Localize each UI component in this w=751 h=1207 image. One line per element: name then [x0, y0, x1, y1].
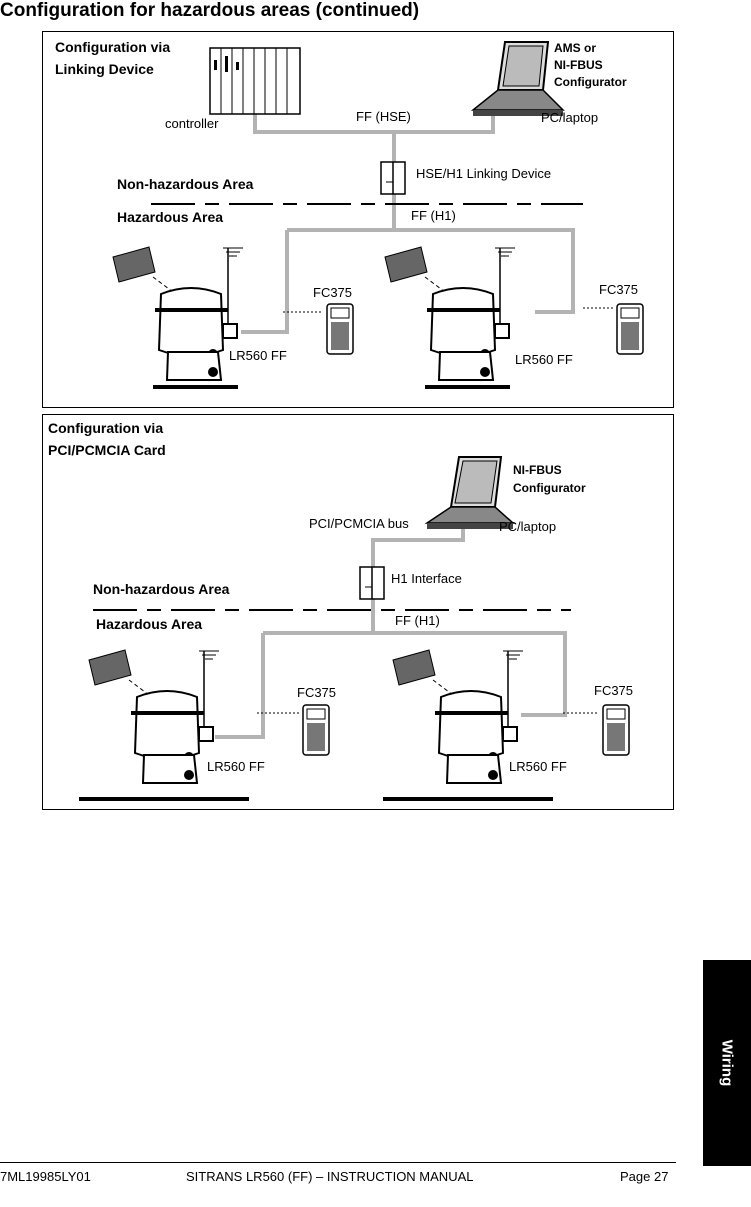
- fc375-right-label: FC375: [594, 683, 634, 698]
- device-right-label: LR560 FF: [509, 759, 567, 774]
- section-tab: [703, 960, 751, 1166]
- panel1-heading-line1: Configuration via: [55, 39, 171, 55]
- linking-device-label: HSE/H1 Linking Device: [416, 166, 552, 181]
- panel2-software-label: [513, 461, 586, 497]
- page-title: Configuration for hazardous areas (continued): [0, 0, 420, 21]
- panel2-heading: [48, 417, 166, 461]
- panel1-software-label: [554, 40, 627, 91]
- controller-icon: [210, 48, 300, 114]
- panel2-heading-line1: Configuration via: [48, 420, 164, 436]
- device-right-label: LR560 FF: [515, 352, 573, 367]
- section-tab-label: Wiring: [718, 1039, 736, 1087]
- software-line2: Configurator: [513, 481, 586, 495]
- page-footer: [0, 1162, 676, 1184]
- interface-label: H1 Interface: [391, 571, 462, 586]
- fc375-handheld-left: [283, 304, 353, 354]
- pc-label: PC/laptop: [541, 110, 599, 125]
- h1-interface-icon: [360, 567, 384, 599]
- bus-label: PCI/PCMCIA bus: [309, 516, 409, 531]
- lr560-transmitter-left: [79, 650, 249, 799]
- panel1-heading: [55, 36, 170, 80]
- panel2-heading-line2: PCI/PCMCIA Card: [48, 442, 166, 458]
- diagram-linking-device: [42, 31, 674, 408]
- fc375-right-label: FC375: [599, 282, 639, 297]
- device-left-label: LR560 FF: [229, 348, 287, 363]
- fc375-left-label: FC375: [297, 685, 337, 700]
- software-line1: NI-FBUS: [513, 463, 562, 477]
- page-number: Page 27: [620, 1169, 669, 1184]
- h1-label: FF (H1): [395, 613, 440, 628]
- hazardous-label: Hazardous Area: [117, 209, 224, 225]
- non-hazardous-label: Non-hazardous Area: [117, 176, 254, 192]
- controller-label: controller: [165, 116, 219, 131]
- fc375-left-label: FC375: [313, 285, 353, 300]
- software-line3: Configurator: [554, 75, 627, 89]
- software-line1: AMS or: [554, 41, 596, 55]
- linking-device-icon: [381, 162, 405, 194]
- fc375-handheld-right: [583, 304, 643, 354]
- lr560-transmitter-left: [113, 247, 243, 387]
- doc-number: 7ML19985LY01: [0, 1169, 91, 1184]
- lr560-transmitter-right: [385, 247, 515, 387]
- panel1-heading-line2: Linking Device: [55, 61, 154, 77]
- lr560-transmitter-right: [383, 650, 553, 799]
- manual-title: SITRANS LR560 (FF) – INSTRUCTION MANUAL: [186, 1169, 474, 1184]
- fc375-handheld-left: [257, 705, 329, 755]
- diagram-pci-card: [42, 414, 674, 810]
- fc375-handheld-right: [563, 705, 629, 755]
- hse-label: FF (HSE): [356, 109, 411, 124]
- software-line2: NI-FBUS: [554, 58, 603, 72]
- non-hazardous-label: Non-hazardous Area: [93, 581, 230, 597]
- pc-label: PC/laptop: [499, 519, 557, 534]
- hazardous-label: Hazardous Area: [96, 616, 203, 632]
- h1-label: FF (H1): [411, 208, 456, 223]
- laptop-icon: [473, 42, 563, 116]
- device-left-label: LR560 FF: [207, 759, 265, 774]
